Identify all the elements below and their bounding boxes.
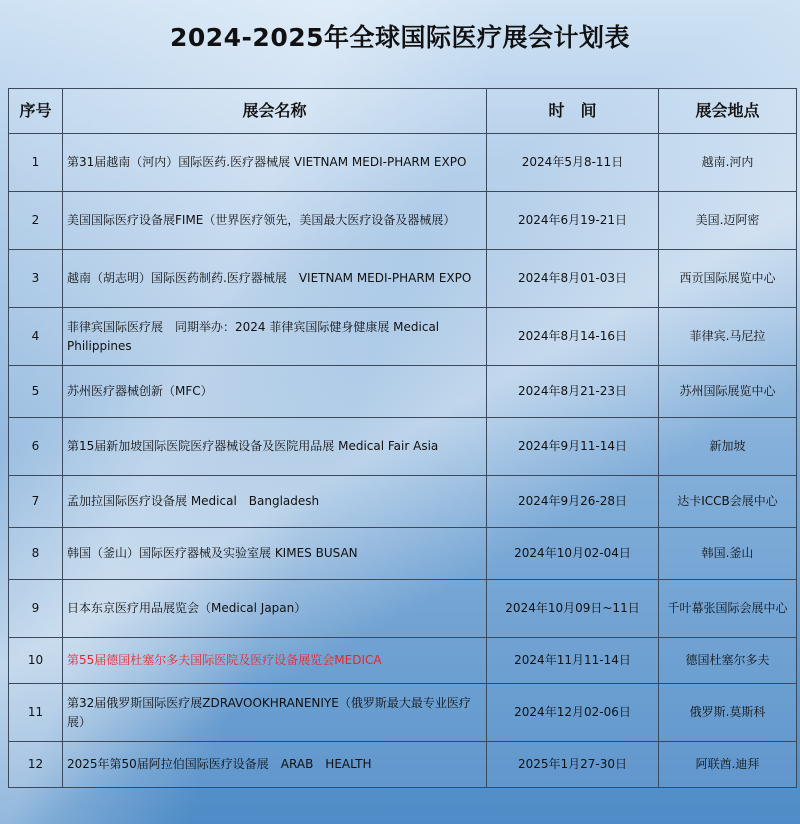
exhibition-name: 菲律宾国际医疗展 同期举办：2024 菲律宾国际健身健康展 Medical Philippines <box>63 308 487 366</box>
table-header-row <box>9 89 797 134</box>
exhibition-name: 第31届越南（河内）国际医药.医疗器械展 VIETNAM MEDI-PHARM EXPO <box>63 134 487 192</box>
exhibition-location: 新加坡 <box>659 418 797 476</box>
table-row <box>9 250 797 308</box>
header-no: 序号 <box>9 89 63 134</box>
row-number: 9 <box>9 580 63 638</box>
header-time: 时 间 <box>487 89 659 134</box>
row-number: 1 <box>9 134 63 192</box>
exhibition-time: 2024年12月02-06日 <box>487 684 659 742</box>
exhibition-name: 第55届德国杜塞尔多夫国际医院及医疗设备展览会MEDICA <box>63 638 487 684</box>
exhibition-time: 2024年9月26-28日 <box>487 476 659 528</box>
exhibition-time: 2024年5月8-11日 <box>487 134 659 192</box>
row-number: 4 <box>9 308 63 366</box>
page-title: 2024-2025年全球国际医疗展会计划表 <box>169 23 631 52</box>
row-number: 11 <box>9 684 63 742</box>
row-number: 10 <box>9 638 63 684</box>
exhibition-location: 达卡ICCB会展中心 <box>659 476 797 528</box>
exhibition-name: 韩国（釜山）国际医疗器械及实验室展 KIMES BUSAN <box>63 528 487 580</box>
exhibition-location: 韩国.釜山 <box>659 528 797 580</box>
exhibition-location: 苏州国际展览中心 <box>659 366 797 418</box>
table-row <box>9 418 797 476</box>
table-row <box>9 134 797 192</box>
row-number: 5 <box>9 366 63 418</box>
row-number: 6 <box>9 418 63 476</box>
exhibition-location: 千叶幕张国际会展中心 <box>659 580 797 638</box>
exhibition-time: 2025年1月27-30日 <box>487 742 659 788</box>
exhibition-location: 越南.河内 <box>659 134 797 192</box>
row-number: 8 <box>9 528 63 580</box>
table-row <box>9 580 797 638</box>
table-row <box>9 742 797 788</box>
exhibition-location: 美国.迈阿密 <box>659 192 797 250</box>
header-name: 展会名称 <box>63 89 487 134</box>
exhibition-time: 2024年8月01-03日 <box>487 250 659 308</box>
table-row <box>9 366 797 418</box>
exhibition-time: 2024年6月19-21日 <box>487 192 659 250</box>
row-number: 12 <box>9 742 63 788</box>
table-row <box>9 476 797 528</box>
exhibition-location: 西贡国际展览中心 <box>659 250 797 308</box>
exhibition-name: 2025年第50届阿拉伯国际医疗设备展 ARAB HEALTH <box>63 742 487 788</box>
exhibition-name: 孟加拉国际医疗设备展 Medical Bangladesh <box>63 476 487 528</box>
row-number: 3 <box>9 250 63 308</box>
exhibition-location: 德国杜塞尔多夫 <box>659 638 797 684</box>
exhibition-time: 2024年9月11-14日 <box>487 418 659 476</box>
table-row <box>9 638 797 684</box>
exhibition-name: 苏州医疗器械创新（MFC） <box>63 366 487 418</box>
exhibition-location: 俄罗斯.莫斯科 <box>659 684 797 742</box>
exhibition-time: 2024年8月21-23日 <box>487 366 659 418</box>
exhibition-name: 第15届新加坡国际医院医疗器械设备及医院用品展 Medical Fair Asia <box>63 418 487 476</box>
header-location: 展会地点 <box>659 89 797 134</box>
exhibition-name: 美国国际医疗设备展FIME（世界医疗领先，美国最大医疗设备及器械展） <box>63 192 487 250</box>
exhibition-table <box>8 88 797 788</box>
table-row <box>9 308 797 366</box>
row-number: 2 <box>9 192 63 250</box>
table-row <box>9 684 797 742</box>
exhibition-time: 2024年10月09日~11日 <box>487 580 659 638</box>
exhibition-location: 菲律宾.马尼拉 <box>659 308 797 366</box>
exhibition-time: 2024年11月11-14日 <box>487 638 659 684</box>
exhibition-location: 阿联酋.迪拜 <box>659 742 797 788</box>
row-number: 7 <box>9 476 63 528</box>
exhibition-time: 2024年8月14-16日 <box>487 308 659 366</box>
exhibition-name: 第32届俄罗斯国际医疗展ZDRAVOOKHRANENIYE（俄罗斯最大最专业医疗展） <box>63 684 487 742</box>
table-row <box>9 528 797 580</box>
exhibition-name: 越南（胡志明）国际医药制药.医疗器械展 VIETNAM MEDI-PHARM EXPO <box>63 250 487 308</box>
table-row <box>9 192 797 250</box>
exhibition-name: 日本东京医疗用品展览会（Medical Japan） <box>63 580 487 638</box>
exhibition-time: 2024年10月02-04日 <box>487 528 659 580</box>
